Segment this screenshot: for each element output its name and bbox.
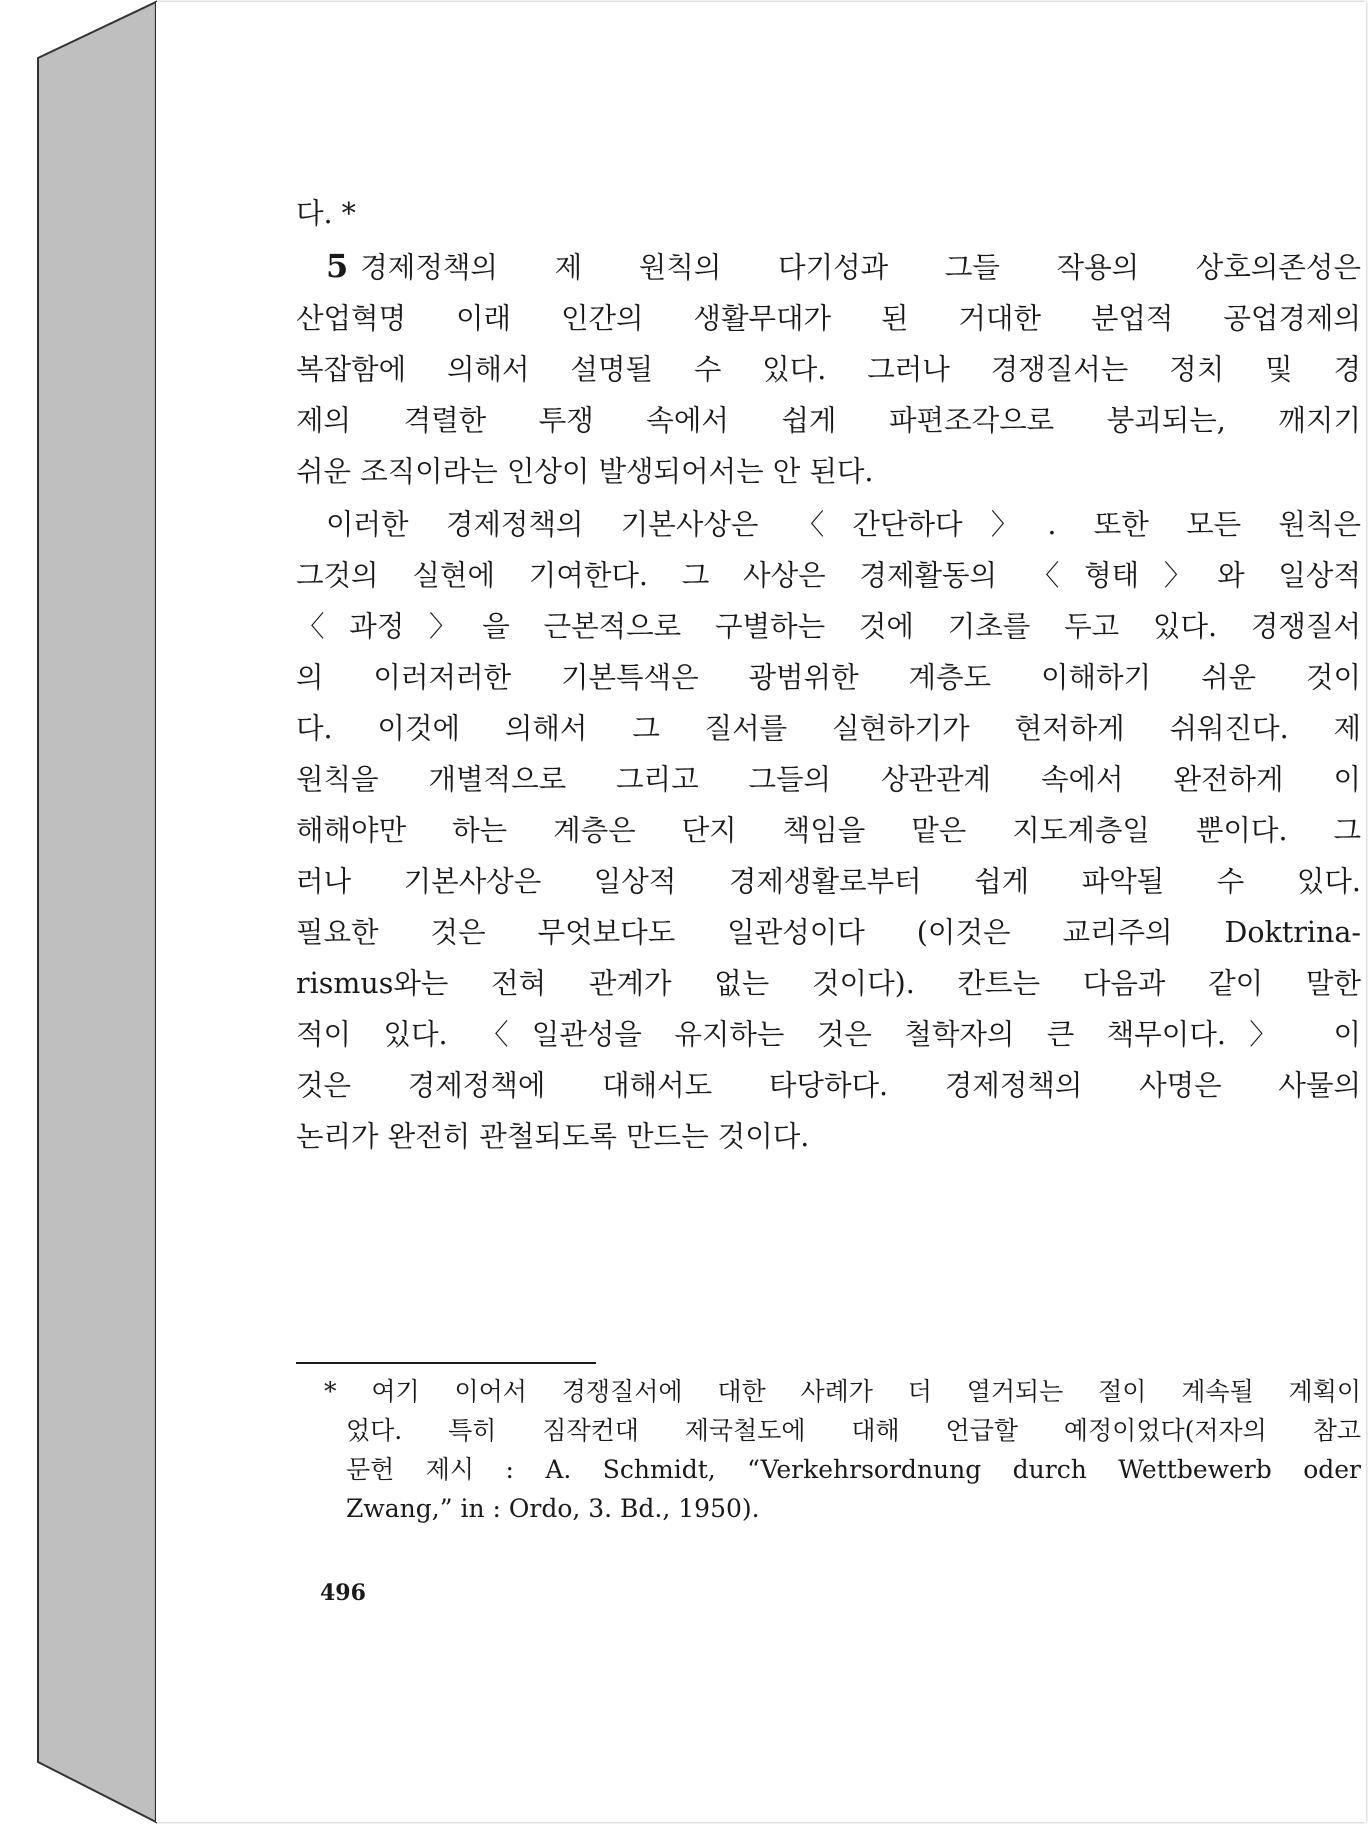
- text-line: 다. 이것에 의해서 그 질서를 실현하기가 현저하게 쉬워진다. 제: [296, 712, 1361, 745]
- text-line: 쉬운 조직이라는 인상이 발생되어서는 안 된다.: [296, 455, 874, 488]
- page-number: 496: [320, 1580, 366, 1606]
- text-line: 제의 격렬한 투쟁 속에서 쉽게 파편조각으로 붕괴되는, 깨지기: [296, 404, 1361, 437]
- text-line: 그것의 실현에 기여한다. 그 사상은 경제활동의 〈형태〉와 일상적: [296, 559, 1361, 592]
- text-line: 다. *: [296, 197, 356, 230]
- footnote-line: 었다. 특히 짐작컨대 제국철도에 대해 언급할 예정이었다(저자의 참고: [346, 1416, 1361, 1445]
- footnote: [324, 1372, 1361, 1528]
- section-number: 5: [326, 247, 349, 285]
- text-line: 것은 경제정책에 대해서도 타당하다. 경제정책의 사명은 사물의: [296, 1069, 1361, 1102]
- footnote-divider: [296, 1362, 596, 1364]
- book-page: [156, 2, 1366, 1822]
- text-line: 해해야만 하는 계층은 단지 책임을 맡은 지도계층일 뿐이다. 그: [296, 814, 1361, 847]
- text-line: 의 이러저러한 기본특색은 광범위한 계층도 이해하기 쉬운 것이: [296, 661, 1361, 694]
- text-line: 〈과정〉을 근본적으로 구별하는 것에 기초를 두고 있다. 경쟁질서: [296, 610, 1361, 643]
- text-line-content: 경제정책의 제 원칙의 다기성과 그들 작용의 상호의존성은: [360, 251, 1361, 284]
- text-line: 복잡함에 의해서 설명될 수 있다. 그러나 경쟁질서는 정치 및 경: [296, 353, 1361, 386]
- footnote-line: 문헌 제시 : A. Schmidt, “Verkehrsordnung durch Wettbewerb oder: [346, 1455, 1361, 1484]
- footnote-line: * 여기 이어서 경쟁질서에 대한 사례가 더 열거되는 절이 계속될 계획이: [324, 1377, 1361, 1406]
- text-line: 논리가 완전히 관철되도록 만드는 것이다.: [296, 1120, 810, 1153]
- text-line: 원칙을 개별적으로 그리고 그들의 상관관계 속에서 완전하게 이: [296, 763, 1361, 796]
- text-line: 이러한 경제정책의 기본사상은 〈간단하다〉. 또한 모든 원칙은: [326, 508, 1361, 541]
- text-line: 러나 기본사상은 일상적 경제생활로부터 쉽게 파악될 수 있다.: [296, 865, 1361, 898]
- text-line: rismus와는 전혀 관계가 없는 것이다). 칸트는 다음과 같이 말한: [296, 967, 1361, 1000]
- text-line: 필요한 것은 무엇보다도 일관성이다 (이것은 교리주의 Doktrina-: [296, 916, 1361, 949]
- page-content: [156, 2, 1366, 1822]
- text-line: 적이 있다. 〈일관성을 유지하는 것은 철학자의 큰 책무이다.〉 이: [296, 1018, 1361, 1051]
- footnote-line: Zwang,” in : Ordo, 3. Bd., 1950).: [346, 1494, 760, 1523]
- body-text: [296, 188, 1361, 1162]
- text-line: 산업혁명 이래 인간의 생활무대가 된 거대한 분업적 공업경제의: [296, 302, 1361, 335]
- text-line: [296, 241, 1361, 293]
